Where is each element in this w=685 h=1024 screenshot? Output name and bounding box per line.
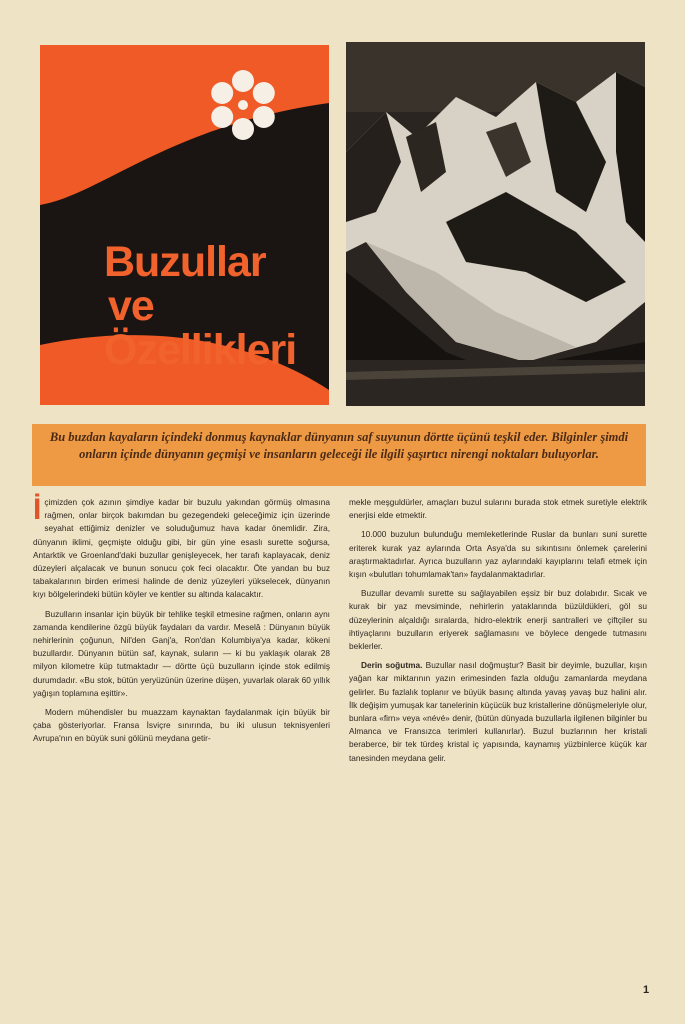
title-line-2: ve (108, 282, 154, 330)
paragraph (33, 608, 330, 700)
title-line-1: Buzullar (104, 238, 266, 286)
glacier-mountain-photo-icon (346, 42, 645, 406)
section-heading: Derin soğutma. (361, 660, 423, 671)
banner-text: Bu buzdan kayaların içindeki donmuş kaynaklar dünyanın saf suyunun dörtte üçünü teşkil eder. Bilginler şimdi onların içinde dünyanın geçmişi ve insanların geleceği ile ilgili şaşırtıcı nirengi noktaları buluyorlar. (49, 430, 629, 461)
article-title (104, 240, 324, 372)
article-column-left (33, 493, 330, 752)
drop-cap: İ (33, 493, 42, 526)
paragraph-text: 10.000 buzulun bulunduğu memleketlerinde Ruslar da bunları suni surette eriterek kurak yaz aylarında Orta Asya'da su sıkıntısını önlemek çarelerini araştırmaktadırlar. Ayrıca buzulların yaz aylarındaki kayıplarını telafi etmek için kışın «bulutları tohumlamak'tan» faydalanmaktadırlar. (349, 529, 647, 580)
paragraph (33, 493, 330, 602)
title-panel (40, 45, 329, 405)
paragraph (349, 528, 647, 581)
glacier-photo (346, 42, 645, 406)
article-column-right (349, 496, 647, 771)
title-line-3: Özellikleri (104, 326, 297, 374)
intro-banner (32, 424, 646, 486)
paragraph-text: mekle meşguldürler, amaçları buzul sularını burada stok etmek suretiyle elektrik enerjisi elde etmektir. (349, 497, 647, 521)
paragraph-text: Modern mühendisler bu muazzam kaynaktan faydalanmak için büyük bir çaba gösteriyorlar. Fransa İsviçre sınırında, bu iki ulusun teknisyenleri Avrupa'nın en büyük suni gölünü meydana getir- (33, 707, 330, 744)
paragraph-text: Buzullar nasıl doğmuştur? Basit bir deyimle, buzullar, kışın yağan kar miktarının yazın erimesinden fazla olduğu zamanlarda meydana gelirler. Bu fazlalık toplanır ve büyük basınç altında yavaş yavaş buz halini alır. İlk değişim yumuşak kar tanelerinin küçücük buz kristallerine dönüşmeleriyle olur, bunlara «firn» veya «névé» denir, (bütün dünyada buzullarla ilgilenen bilginler bu Almanca ve Fransızca terimleri kullanırlar). Buzul buzlarının her kristali beraberce, bir tek türdeş kristal iç yapısında, kaynamış yüzbinlerce küçük kar tanesinden meydana gelir. (349, 660, 647, 763)
paragraph-text: çimizden çok azının şimdiye kadar bir buzulu yakından görmüş olmasına rağmen, onlar birçok bakımdan bu gezegendeki geleceğimiz için üzerinde seyahat ettiğimiz denizler ve soluduğumuz hava kadar önemlidir. Zira, dünyanın iklimi, geçmişte olduğu gibi, bir gün yine esaslı surette soğursa, Antarktik ve Groenland'daki buzullar genişleyecek, her tarafı kaplayacak, deniz düzeyleri alçalacak ve bunun sonucu çok feci olacaktır. Öte yandan bu buz tabakalarının birden erimesi halinde de deniz yüzeyleri yükselecek, dünyanın kıyı bölgelerindeki bütün köyler ve kentler su altında kalacaktır. (33, 497, 330, 600)
paragraph-text: Buzulların insanlar için büyük bir tehlike teşkil etmesine rağmen, onların aynı zamanda kendilerine özgü büyük faydaları da vardır. Meselâ : Dünyanın büyük nehirlerinin çoğunun, Nil'den Ganj'a, Ron'dan Kolumbiya'ya kadar, kökeni buzullardır. Dünyanın bütün saf, kaynak, suların — ki bu yaklaşık olarak 28 milyon kilometre küp tutmaktadır — dörtte üçü buzulların içinde stok edilmiş durumdadır. «Bu stok, bütün yeryüzünün üzerine düşen, yuvarlak olarak 60 yıllık yağışın toplamına eşittir». (33, 608, 330, 698)
paragraph (33, 706, 330, 746)
paragraph-text: Buzullar devamlı surette su sağlayabilen eşsiz bir buz dolabıdır. Sıcak ve kurak bir yaz mevsiminde, nehirlerin yataklarında büzüldükleri, göl su düzeylerinin alçaldığı sıralarda, hidro-elektrik enerji santralleri ve çiftçiler su ihtiyaçlarını buzulların eriyerek sağlamasını ve böylece dengede tutmasını beklerler. (349, 588, 647, 652)
paragraph (349, 587, 647, 653)
paragraph (349, 496, 647, 522)
page-number: 1 (643, 984, 650, 996)
paragraph (349, 659, 647, 765)
